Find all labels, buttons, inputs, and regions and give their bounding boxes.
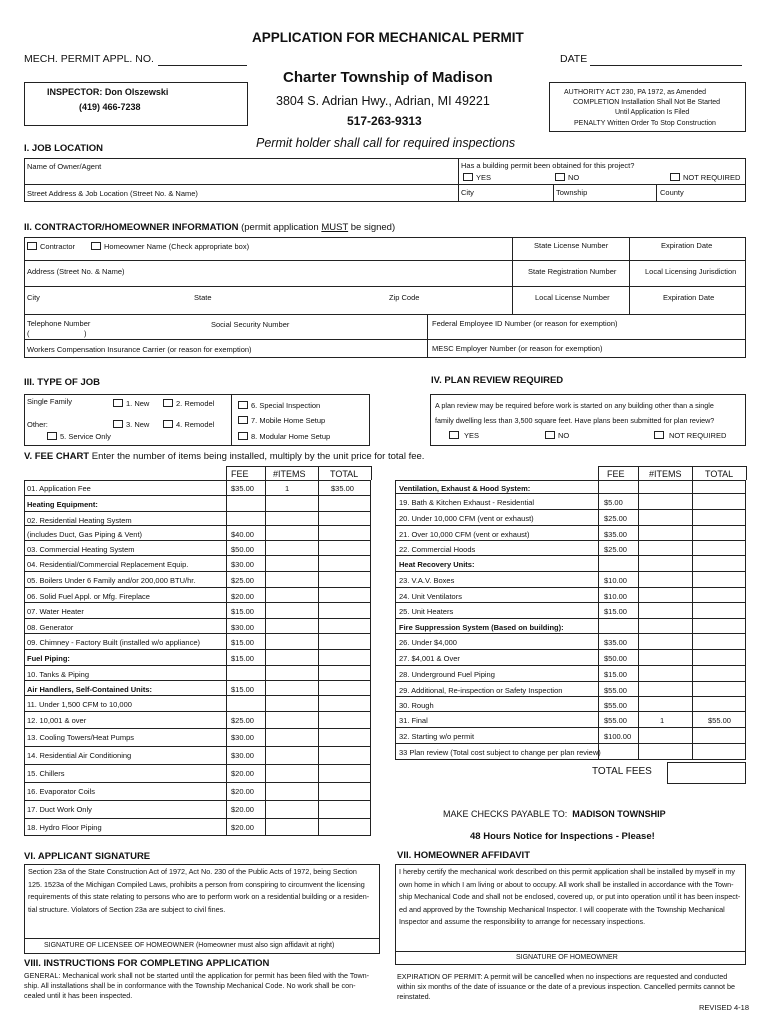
building-permit-not-required-label: NOT REQUIRED	[683, 173, 741, 182]
left-fee-row-fee: $20.00	[231, 769, 254, 778]
left-fee-row	[24, 588, 371, 603]
right-fee-row-label: 33 Plan review (Total cost subject to change per plan review)	[399, 748, 601, 757]
inspection-notice-48: 48 Hours Notice for Inspections - Please!	[470, 831, 655, 842]
left-fee-row	[24, 619, 371, 634]
section-3-title: III. TYPE OF JOB	[24, 377, 101, 388]
left-fee-row-fee: $40.00	[231, 530, 254, 539]
right-fee-row-fee: $55.00	[604, 686, 627, 695]
right-fee-row-fee: $25.00	[604, 514, 627, 523]
left-fee-row	[24, 681, 371, 696]
left-fee-row-label: (includes Duct, Gas Piping & Vent)	[27, 530, 143, 539]
right-fee-row-label: 29. Additional, Re-inspection or Safety Inspection	[399, 686, 563, 695]
right-fee-row-items[interactable]: 1	[660, 716, 665, 725]
expiration-date-label: Expiration Date	[661, 241, 713, 250]
applicant-text-line-4: tial structure. Violators of Section 23a are subject to civil fines.	[28, 904, 226, 914]
left-fee-row-label: 04. Residential/Commercial Replacement Equip.	[27, 560, 189, 569]
right-fee-row-fee: $35.00	[604, 530, 627, 539]
right-fee-row-fee: $100.00	[604, 732, 632, 741]
right-fee-row	[395, 650, 745, 666]
left-fee-row-fee: $15.00	[231, 638, 254, 647]
right-fee-row	[395, 572, 745, 588]
contractor-label: Contractor	[40, 242, 76, 251]
right-fee-row-label: 22. Commercial Hoods	[399, 545, 476, 554]
right-fee-row-label: 32. Starting w/o permit	[399, 732, 475, 741]
left-fee-row-label: Fuel Piping:	[27, 654, 70, 663]
section-5-title	[24, 452, 424, 462]
plan-review-no-label: NO	[558, 431, 570, 440]
payee-name: MADISON TOWNSHIP	[572, 809, 666, 819]
instructions-line-1: GENERAL: Mechanical work shall not be started until the application for permit has been filed with the Town-	[24, 971, 370, 980]
applicant-text	[28, 866, 378, 916]
left-fee-row	[24, 556, 371, 572]
township-address: 3804 S. Adrian Hwy., Adrian, MI 49221	[276, 94, 490, 108]
left-fee-row-fee: $25.00	[231, 576, 254, 585]
left-fee-row-label: 07. Water Heater	[27, 607, 84, 616]
right-fee-row-fee: $15.00	[604, 670, 627, 679]
right-fee-row-label: 23. V.A.V. Boxes	[399, 576, 455, 585]
section-7-title: VII. HOMEOWNER AFFIDAVIT	[397, 850, 530, 861]
single-family-remodel-label: 2. Remodel	[176, 399, 215, 408]
left-fee-row	[24, 526, 371, 541]
local-licensing-label: Local Licensing Jurisdiction	[645, 267, 737, 276]
right-fee-row-fee: $50.00	[604, 654, 627, 663]
state-registration-label: State Registration Number	[528, 267, 617, 276]
affidavit-text-line-5: Inspector and assume the responsibility to arrange for necessary inspections.	[399, 917, 646, 926]
special-inspection-checkbox[interactable]	[238, 401, 248, 409]
plan-review-text-1: A plan review may be required before work is started on any building other than a single	[435, 401, 714, 410]
building-permit-no-checkbox[interactable]	[555, 173, 565, 181]
left-fee-row-label: 05. Boilers Under 6 Family and/or 200,000 BTU/hr.	[27, 576, 196, 585]
single-family-new-checkbox[interactable]	[113, 399, 123, 407]
right-fee-row	[395, 541, 745, 556]
right-fee-row	[395, 666, 745, 682]
expiration-line-1: EXPIRATION OF PERMIT: A permit will be cancelled when no inspections are requested and conducted	[397, 972, 728, 981]
plan-review-text-2: family dwelling less than 3,500 square feet. Have plans been submitted for plan review?	[435, 416, 715, 425]
authority-box	[549, 82, 746, 132]
right-fee-row-label: 20. Under 10,000 CFM (vent or exhaust)	[399, 514, 534, 523]
left-fee-row-label: 02. Residential Heating System	[27, 516, 132, 525]
authority-line-1: AUTHORITY ACT 230, PA 1972, as Amended	[564, 89, 707, 96]
right-fee-row-label: 31. Final	[399, 716, 428, 725]
left-fee-row-fee: $20.00	[231, 823, 254, 832]
other-new-checkbox[interactable]	[113, 420, 123, 428]
left-fee-row	[24, 650, 371, 666]
left-fee-row-label: Air Handlers, Self-Contained Units:	[27, 685, 153, 694]
mobile-home-label: 7. Mobile Home Setup	[251, 416, 326, 425]
left-fee-row	[24, 666, 371, 681]
right-fee-row-fee: $55.00	[604, 701, 627, 710]
right-fee-row	[395, 526, 745, 541]
other-remodel-checkbox[interactable]	[163, 420, 173, 428]
section-6-title: VI. APPLICANT SIGNATURE	[24, 851, 151, 862]
left-fee-row	[24, 783, 371, 801]
contractor-city-label: City	[27, 293, 40, 302]
right-fee-row-label: 24. Unit Ventilators	[399, 592, 462, 601]
right-fee-row-label: Fire Suppression System (Based on building):	[399, 623, 564, 632]
single-family-remodel-checkbox[interactable]	[163, 399, 173, 407]
left-fee-row-label: Heating Equipment:	[27, 500, 98, 509]
inspector-box	[24, 82, 248, 126]
left-fee-header: FEE	[231, 469, 249, 479]
make-checks	[443, 810, 666, 819]
right-fee-row	[395, 588, 745, 603]
homeowner-signature-label: SIGNATURE OF HOMEOWNER	[516, 954, 618, 961]
left-fee-row-fee: $20.00	[231, 787, 254, 796]
street-label: Street Address & Job Location (Street No. & Name)	[27, 189, 198, 198]
left-fee-row-fee: $15.00	[231, 607, 254, 616]
instructions-line-2: ship. All installations shall be in conformance with the Township Mechanical Code. No work shall be con-	[24, 981, 356, 990]
section-5-subtitle: Enter the number of items being installed, multiply by the unit price for total fee.	[89, 451, 425, 462]
left-fee-row	[24, 729, 371, 747]
telephone-paren-close: )	[84, 329, 87, 338]
plan-review-yes-label: YES	[464, 431, 480, 440]
left-fee-row-label: 09. Chimney - Factory Built (installed w/o appliance)	[27, 638, 200, 647]
mesc-label: MESC Employer Number (or reason for exemption)	[432, 344, 603, 353]
job-city-label: City	[461, 188, 474, 197]
left-fee-row-fee: $35.00	[231, 484, 254, 493]
right-fee-row-label: 30. Rough	[399, 701, 434, 710]
section-4-title: IV. PLAN REVIEW REQUIRED	[431, 375, 564, 386]
township-phone: 517-263-9313	[347, 114, 422, 128]
affidavit-text-line-4: ed and approved by the Township Mechanical Inspector. I will cooperate with the Township Mechanical	[399, 904, 725, 914]
right-fee-row-label: 21. Over 10,000 CFM (vent or exhaust)	[399, 530, 530, 539]
homeowner-label: Homeowner Name (Check appropriate box)	[104, 242, 250, 251]
telephone-label: Telephone Number	[27, 319, 91, 328]
authority-line-3: Until Application Is Filed	[615, 109, 690, 116]
left-fee-row	[24, 765, 371, 783]
plan-review-not-required-label: NOT REQUIRED	[669, 431, 727, 440]
left-fee-row-label: 15. Chillers	[27, 769, 65, 778]
left-fee-row-label: 08. Generator	[27, 623, 74, 632]
total-fees-label: TOTAL FEES	[592, 766, 652, 777]
mobile-home-checkbox[interactable]	[238, 416, 248, 424]
left-fee-row-label: 03. Commercial Heating System	[27, 545, 135, 554]
township-name: Charter Township of Madison	[283, 69, 493, 86]
right-fee-row-label: 27. $4,001 & Over	[399, 654, 460, 663]
right-fee-row-fee: $25.00	[604, 545, 627, 554]
job-county-label: County	[660, 188, 684, 197]
left-fee-row	[24, 696, 371, 712]
left-fee-row	[24, 541, 371, 556]
left-fee-row	[24, 634, 371, 650]
expiration-line-3: reinstated.	[397, 992, 431, 1001]
building-permit-yes-label: YES	[476, 173, 492, 182]
affidavit-text-line-3: ship Mechanical Code and shall not be enclosed, covered up, or put into operation until it has been inspect-	[399, 892, 741, 901]
left-fee-row-label: 17. Duct Work Only	[27, 805, 92, 814]
telephone-paren-open: (	[27, 329, 30, 338]
single-family-label: Single Family	[27, 397, 73, 406]
section-2-title-main: II. CONTRACTOR/HOMEOWNER INFORMATION	[24, 222, 239, 233]
right-fee-row	[395, 697, 745, 712]
right-fee-row	[395, 619, 745, 634]
right-fee-row-fee: $5.00	[604, 498, 623, 507]
form-title: APPLICATION FOR MECHANICAL PERMIT	[252, 30, 524, 45]
special-inspection-label: 6. Special Inspection	[251, 401, 321, 410]
left-fee-row-label: 16. Evaporator Coils	[27, 787, 95, 796]
right-fee-row-total[interactable]: $55.00	[708, 716, 731, 725]
right-fee-row-fee: $55.00	[604, 716, 627, 725]
left-fee-row-label: 01. Application Fee	[27, 484, 91, 493]
workers-comp-label: Workers Compensation Insurance Carrier (or reason for exemption)	[27, 345, 252, 354]
left-fee-row-fee: $30.00	[231, 733, 254, 742]
right-fee-row-label: 28. Underground Fuel Piping	[399, 670, 495, 679]
state-license-label: State License Number	[534, 241, 609, 250]
right-fee-row-label: Ventilation, Exhaust & Hood System:	[399, 484, 531, 493]
applicant-text-line-1: Section 23a of the State Construction Act of 1972, Act No. 230 of the Public Acts of 1972, being Section	[28, 867, 357, 876]
permit-no-field[interactable]	[158, 65, 247, 66]
left-fee-row-fee: $20.00	[231, 592, 254, 601]
other-new-label: 3. New	[126, 420, 150, 429]
right-fee-row	[395, 728, 745, 744]
instructions-text	[24, 971, 384, 1001]
plan-review-not-required-checkbox[interactable]	[654, 431, 664, 439]
revised-date: REVISED 4-18	[699, 1003, 750, 1012]
right-fee-row-label: 19. Bath & Kitchen Exhaust - Residential	[399, 498, 535, 507]
instructions-line-3: cealed until it has been inspected.	[24, 991, 133, 1000]
right-fee-row	[395, 480, 745, 494]
right-items-header: #ITEMS	[649, 469, 682, 479]
left-fee-row-fee: $30.00	[231, 751, 254, 760]
left-fee-row-fee: $30.00	[231, 560, 254, 569]
right-fee-row	[395, 682, 745, 697]
right-total-header: TOTAL	[705, 469, 734, 479]
applicant-text-line-3: requirements of this state relating to persons who are to perform work on a residential building or a residen-	[28, 892, 370, 901]
right-fee-row	[395, 744, 745, 760]
left-fee-row-fee: $25.00	[231, 716, 254, 725]
right-fee-row	[395, 510, 745, 526]
right-fee-row-fee: $10.00	[604, 576, 627, 585]
right-fee-row	[395, 603, 745, 619]
right-fee-row	[395, 556, 745, 572]
affidavit-text	[399, 866, 744, 929]
left-fee-row	[24, 480, 371, 496]
left-fee-row	[24, 819, 371, 836]
left-fee-row	[24, 496, 371, 512]
service-only-label: 5. Service Only	[60, 432, 111, 441]
single-family-new-label: 1. New	[126, 399, 150, 408]
modular-home-label: 8. Modular Home Setup	[251, 432, 331, 441]
left-fee-row-label: 12. 10,001 & over	[27, 716, 87, 725]
left-fee-row-label: 14. Residential Air Conditioning	[27, 751, 132, 760]
section-1-title: I. JOB LOCATION	[24, 143, 103, 154]
right-fee-row-label: Heat Recovery Units:	[399, 560, 475, 569]
building-permit-no-label: NO	[568, 173, 580, 182]
modular-home-checkbox[interactable]	[238, 432, 248, 440]
left-items-header: #ITEMS	[273, 469, 306, 479]
left-fee-row-label: 11. Under 1,500 CFM to 10,000	[27, 700, 132, 709]
right-fee-row	[395, 634, 745, 650]
left-fee-row-fee: $20.00	[231, 805, 254, 814]
left-total-header: TOTAL	[330, 469, 359, 479]
section-2-title	[24, 223, 395, 233]
right-fee-row	[395, 712, 745, 728]
ssn-label: Social Security Number	[211, 320, 290, 329]
licensee-signature-field[interactable]	[25, 915, 379, 937]
make-checks-label: MAKE CHECKS PAYABLE TO:	[443, 809, 568, 819]
fein-label: Federal Employee ID Number (or reason for exemption)	[432, 319, 618, 328]
section-5-title-main: V. FEE CHART	[24, 451, 90, 462]
left-fee-row-fee: $30.00	[231, 623, 254, 632]
affidavit-text-line-1: I hereby certify the mechanical work described on this permit application shall be installed by myself in my	[399, 867, 735, 876]
left-fee-row-fee: $15.00	[231, 654, 254, 663]
inspector-phone: (419) 466-7238	[79, 102, 141, 112]
date-label: DATE	[560, 53, 588, 65]
building-permit-question: Has a building permit been obtained for this project?	[461, 161, 635, 170]
left-fee-row-label: 18. Hydro Floor Piping	[27, 823, 102, 832]
right-fee-row-fee: $35.00	[604, 638, 627, 647]
section-2-title-suffix-pre: (permit application	[238, 222, 322, 233]
section-8-title: VIII. INSTRUCTIONS FOR COMPLETING APPLICATION	[24, 958, 270, 969]
left-fee-row-fee: $50.00	[231, 545, 254, 554]
inspector-label: INSPECTOR: Don Olszewski	[47, 87, 169, 97]
section-2-title-suffix-post: be signed)	[348, 222, 396, 233]
authority-line-4: PENALTY Written Order To Stop Construction	[574, 120, 716, 127]
owner-field[interactable]	[25, 172, 457, 183]
job-township-label: Township	[556, 188, 588, 197]
local-license-label: Local License Number	[535, 293, 610, 302]
left-fee-row-label: 13. Cooling Towers/Heat Pumps	[27, 733, 134, 742]
left-fee-row	[24, 512, 371, 526]
other-remodel-label: 4. Remodel	[176, 420, 215, 429]
right-fee-row-label: 25. Unit Heaters	[399, 607, 454, 616]
expiration-text	[397, 972, 747, 1002]
other-label: Other:	[27, 420, 48, 429]
contractor-state-label: State	[194, 293, 212, 302]
left-fee-row-label: 10. Tanks & Piping	[27, 670, 89, 679]
expiration-line-2: within six months of the date of issuance or the date of a previous inspection. Cancelled permits cannot be	[397, 982, 736, 991]
authority-line-2: COMPLETION Installation Shall Not Be Started	[573, 99, 721, 106]
right-fee-row-label: 26. Under $4,000	[399, 638, 457, 647]
left-fee-row-total[interactable]: $35.00	[331, 484, 354, 493]
contractor-zip-label: Zip Code	[389, 293, 420, 302]
left-fee-row	[24, 747, 371, 765]
right-fee-row	[395, 494, 745, 510]
left-fee-row-label: 06. Solid Fuel Appl. or Mfg. Fireplace	[27, 592, 150, 601]
service-only-checkbox[interactable]	[47, 432, 57, 440]
section-2-must: MUST	[321, 222, 349, 233]
owner-label: Name of Owner/Agent	[27, 162, 102, 171]
left-fee-row	[24, 572, 371, 588]
date-field[interactable]	[590, 65, 742, 66]
right-fee-row-fee: $15.00	[604, 607, 627, 616]
plan-review-yes-checkbox[interactable]	[449, 431, 459, 439]
left-fee-row-items[interactable]: 1	[285, 484, 290, 493]
contractor-address-label: Address (Street No. & Name)	[27, 267, 125, 276]
plan-review-no-checkbox[interactable]	[545, 431, 555, 439]
inspection-notice: Permit holder shall call for required inspections	[256, 136, 516, 150]
left-fee-row	[24, 603, 371, 619]
right-fee-row-fee: $10.00	[604, 592, 627, 601]
homeowner-checkbox[interactable]	[91, 242, 101, 250]
building-permit-not-required-checkbox[interactable]	[670, 173, 680, 181]
homeowner-signature-field[interactable]	[396, 930, 745, 950]
affidavit-text-line-2: own home in which I am living or about to occupy. All work shall be installed in accordance with the Town-	[399, 879, 734, 889]
permit-no-label: MECH. PERMIT APPL. NO.	[24, 53, 154, 65]
left-fee-row	[24, 712, 371, 729]
licensee-signature-label: SIGNATURE OF LICENSEE OF HOMEOWNER (Homeowner must also sign affidavit at right)	[44, 942, 335, 949]
building-permit-yes-checkbox[interactable]	[463, 173, 473, 181]
contractor-checkbox[interactable]	[27, 242, 37, 250]
left-fee-row-fee: $15.00	[231, 685, 254, 694]
applicant-text-line-2: 125. 1523a of the Michigan Compiled Laws, prohibits a person from conspiring to circumvent the licensing	[28, 879, 365, 889]
expiration-date-2-label: Expiration Date	[663, 293, 715, 302]
right-fee-header: FEE	[607, 469, 625, 479]
left-fee-row	[24, 801, 371, 819]
total-fees-field[interactable]	[667, 762, 746, 784]
